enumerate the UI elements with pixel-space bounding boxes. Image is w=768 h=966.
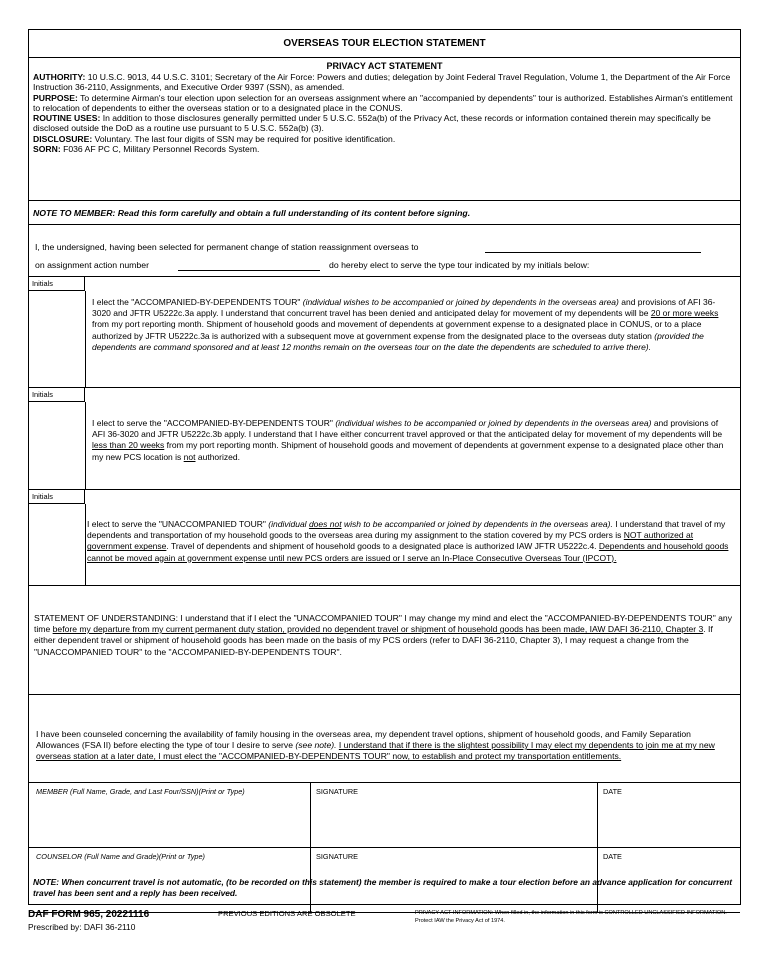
statement-of-understanding (29, 586, 740, 695)
action-number-field[interactable] (178, 260, 320, 271)
statement-underlined: before my departure from my current permanent duty station, provided no dependent travel or shipment of household goods has been made, IAW DAFI 36-2110, Chapter 3 (52, 624, 704, 635)
purpose-label: PURPOSE: (33, 92, 78, 103)
form-footer (28, 907, 741, 947)
bottom-note: NOTE: When concurrent travel is not automatic, (to be recorded on this statement) the member is required to make a tour election before an advance application for concurrent travel has been sent and a reply has been received. (33, 877, 732, 898)
option-text-part: NOT authorized at government expense (87, 530, 694, 552)
counseling-text: I have been counseled concerning the availability of family housing in the overseas area, my dependent travel options, shipment of household goods, and Family Separation Allowances (FSA II) before electing the type of tour I desire to serve (36, 729, 691, 751)
option-text-part: does not (308, 519, 342, 529)
form-title: OVERSEAS TOUR ELECTION STATEMENT (29, 30, 740, 58)
obsolete-notice: PREVIOUS EDITIONS ARE OBSOLETE (218, 909, 356, 918)
initials-label: Initials (29, 388, 85, 402)
disclosure-label: DISCLOSURE: (33, 133, 93, 144)
option-text-part: from my port reporting month. Shipment of household goods and movement of dependents at government expense to a designated place in CONUS, or to a place authorized by JFTR U5222c.3a is authorized with a subsequent move at government expense from the designated place to the overseas duty station (92, 319, 702, 341)
authority-text: 10 U.S.C. 9013, 44 U.S.C. 3101; Secretary of the Air Force: Powers and duties; delegation by Joint Federal Travel Regulation, Volume 1, the Department of the Air Force Instruction 36-2110, Assignments, and Executive Order 9397 (SSN), as amended. (33, 72, 731, 93)
option-text-part: (provided the dependents are command sponsored and at least 12 months remain on the overseas tour on the date the dependents are scheduled to arrive there). (92, 330, 704, 352)
statement-text: STATEMENT OF UNDERSTANDING: I understand that if I elect the "UNACCOMPANIED TOUR" I may change my mind and elect the "ACCOMPANIED-BY-DEPENDENTS TOUR" any time (34, 613, 732, 635)
option-text-part: less than 20 weeks (92, 440, 165, 451)
destination-field[interactable] (485, 242, 701, 253)
privacy-heading: PRIVACY ACT STATEMENT (326, 61, 443, 71)
counseling-statement (29, 695, 740, 783)
option-text-part: (individual (268, 519, 307, 529)
option-text-part: I elect the "ACCOMPANIED-BY-DEPENDENTS TOUR" (92, 297, 301, 307)
option-text-part: authorized. (197, 451, 240, 462)
option-text-part: (individual wishes to be accompanied or joined by dependents in the overseas area) (335, 418, 652, 428)
counselor-signature-label: SIGNATURE (316, 852, 359, 861)
option-text-part: wish to be accompanied or joined by dependents in the overseas area). (343, 519, 613, 529)
routine-uses-paragraph (33, 113, 736, 134)
option-text-part: and provisions of AFI 36-3020 and JFTR U5222c.3b apply. I understand that I have either concurrent travel approved or that the anticipated delay for movement of my dependents will be (92, 418, 723, 440)
initials-box[interactable] (29, 291, 86, 387)
privacy-info: PRIVACY ACT INFORMATION: When filled in, the information in this form is CONTROLLED UNCLASSIFIED INFORMATION. Protect IAW the Privacy Act of 1974. (415, 910, 727, 924)
disclosure-paragraph (33, 134, 736, 144)
routine-label: ROUTINE USES: (33, 113, 101, 124)
disclosure-text: Voluntary. The last four digits of SSN may be required for positive identification. (94, 133, 396, 144)
sorn-label: SORN: (33, 144, 61, 155)
prescribed-by: Prescribed by: DAFI 36-2110 (28, 922, 136, 932)
initials-label: Initials (29, 277, 85, 291)
authority-label: AUTHORITY: (33, 72, 86, 82)
option-text-part: 20 or more weeks (650, 308, 719, 319)
option-text-part: and provisions of AFI 36-3020 and JFTR U5222c.3a apply. I understand that concurrent travel has been denied and anticipated delay for movement of my dependents will be (92, 297, 716, 319)
initials-label: Initials (29, 490, 85, 504)
option-accompanied-concurrent (29, 388, 740, 490)
member-label: MEMBER (Full Name, Grade, and Last Four/SSN)(Print or Type) (36, 787, 245, 796)
authority-paragraph (33, 72, 736, 93)
counselor-date-label: DATE (603, 852, 622, 861)
member-date-label: DATE (603, 787, 622, 796)
purpose-paragraph (33, 93, 736, 114)
intro-line-1: I, the undersigned, having been selected for permanent change of station reassignment overseas to (35, 242, 419, 252)
option-text-part: from my port reporting month. Shipment of household goods and movement of dependents at government expense to a designated place other than my new PCS location is (92, 440, 724, 462)
option-text-part: I elect to serve the "ACCOMPANIED-BY-DEPENDENTS TOUR" (92, 418, 333, 428)
sorn-paragraph (33, 144, 736, 154)
option-accompanied-deferred (29, 277, 740, 388)
purpose-text: To determine Airman's tour election upon selection for an overseas assignment where an "accompanied by dependents" tour is authorized. Establishes Airman's entitlement to relocation of dependents to either the overseas station or to a designated place in the CONUS. (33, 92, 733, 113)
option-unaccompanied (29, 490, 740, 586)
counseling-underlined: I understand that if there is the slightest possibility I may elect my dependents to join me at my new overseas station at a later date, I must elect the "ACCOMPANIED-BY-DEPENDENTS TOUR" now, to establish and protect my transportation entitlements. (36, 740, 715, 762)
privacy-act-statement (29, 58, 740, 201)
statement-text: . If either dependent travel or shipment of household goods has been made on the basis of my PCS orders (refer to DAFI 36-2110, Chapter 3), I may request a change from the "UNACCOMPANIED TOUR" to the "ACCOMPANIED-BY-DEPENDENTS TOUR". (34, 624, 713, 657)
option-text-part: I elect to serve the "UNACCOMPANIED TOUR" (87, 519, 266, 529)
initials-box[interactable] (29, 504, 86, 585)
member-signature-row (29, 783, 740, 848)
form-number: DAF FORM 965, 20221116 (28, 909, 150, 920)
option-text-part: I understand that travel of my dependents and transportation of my household goods to the overseas area during my assignment to the station covered by my PCS orders is (87, 519, 726, 541)
election-intro (29, 225, 740, 277)
option-text (87, 519, 732, 564)
column-divider (597, 783, 598, 847)
intro-line-2a: on assignment action number (35, 260, 149, 270)
routine-text: In addition to those disclosures generally permitted under 5 U.S.C. 552a(b) of the Privacy Act, these records or information contained therein may specifically be disclosed outside the DoD as a routine use pursuant to 5 U.S.C. 552a(b) (3). (33, 113, 711, 134)
option-text-part: (individual wishes to be accompanied or joined by dependents in the overseas area) (302, 297, 619, 307)
intro-line-2b: do hereby elect to serve the type tour indicated by my initials below: (329, 260, 590, 270)
counselor-label: COUNSELOR (Full Name and Grade)(Print or Type) (36, 852, 205, 861)
counseling-note-ref: (see note). (295, 740, 337, 751)
note-to-member: NOTE TO MEMBER: Read this form carefully and obtain a full understanding of its content before signing. (29, 201, 740, 225)
initials-box[interactable] (29, 402, 86, 489)
option-text-part: . Travel of dependents and shipment of household goods to a designated place is authorized IAW JFTR U5222c.4. (166, 541, 597, 552)
option-text-part: not (183, 451, 196, 462)
column-divider (310, 783, 311, 847)
option-text (92, 418, 732, 463)
form-frame (28, 29, 741, 905)
option-text-part: Dependents and household goods cannot be moved again at government expense until new PCS orders are issued or I serve an In-Place Consecutive Overseas Tour (IPCOT). (87, 541, 729, 563)
sorn-text: F036 AF PC C, Military Personnel Records System. (63, 144, 260, 155)
option-text (92, 297, 732, 353)
member-signature-label: SIGNATURE (316, 787, 359, 796)
